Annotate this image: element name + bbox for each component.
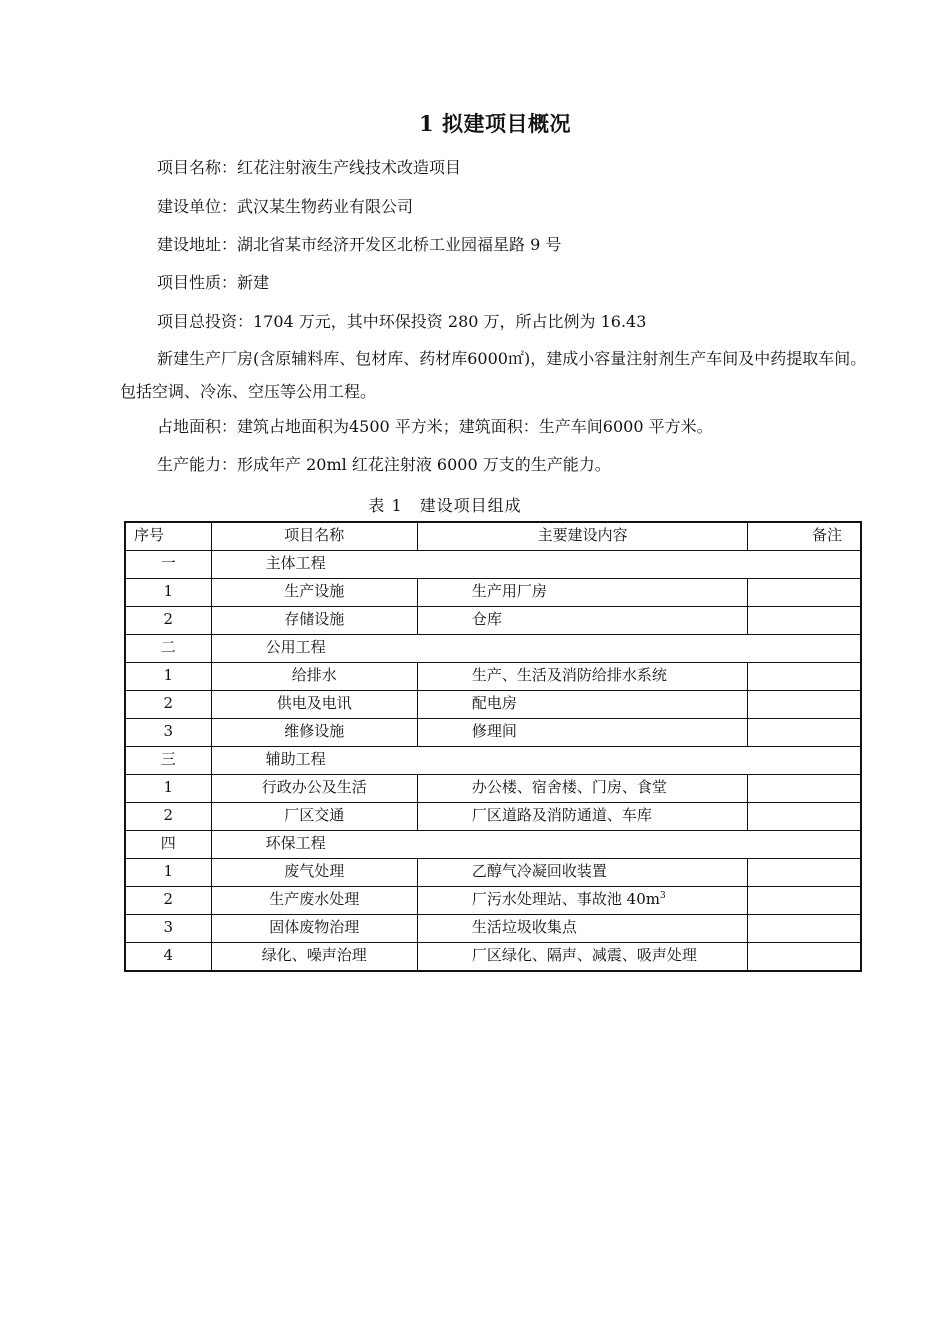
row-content	[417, 887, 747, 915]
table-row	[125, 607, 861, 635]
row-content: 配电房	[417, 691, 747, 719]
group-label: 主体工程	[211, 551, 861, 579]
group-number: 三	[125, 747, 211, 775]
table-row	[125, 887, 861, 915]
row-number: 3	[125, 915, 211, 943]
row-name: 供电及电讯	[211, 691, 417, 719]
row-note	[748, 915, 861, 943]
group-label: 辅助工程	[211, 747, 861, 775]
row-name: 生产设施	[211, 579, 417, 607]
table-group-row	[125, 747, 861, 775]
table-row	[125, 719, 861, 747]
row-name: 固体废物治理	[211, 915, 417, 943]
construction-address-line: 建设地址：湖北省某市经济开发区北桥工业园福星路 9 号	[157, 235, 562, 254]
table-row	[125, 663, 861, 691]
header-no: 序号	[125, 522, 211, 551]
row-content: 修理间	[417, 719, 747, 747]
row-note	[748, 719, 861, 747]
table-row	[125, 775, 861, 803]
row-name: 绿化、噪声治理	[211, 943, 417, 972]
table-group-row	[125, 551, 861, 579]
row-note	[748, 691, 861, 719]
row-note	[748, 579, 861, 607]
row-note	[748, 803, 861, 831]
row-number: 1	[125, 859, 211, 887]
table-row	[125, 579, 861, 607]
table-header-row	[125, 522, 861, 551]
total-investment-line: 项目总投资：1704 万元，其中环保投资 280 万，所占比例为 16.43	[157, 312, 647, 331]
row-number: 2	[125, 887, 211, 915]
group-number: 二	[125, 635, 211, 663]
table-row	[125, 915, 861, 943]
production-capacity-line: 生产能力：形成年产 20ml 红花注射液 6000 万支的生产能力。	[157, 455, 611, 474]
group-label: 公用工程	[211, 635, 861, 663]
row-content: 办公楼、宿舍楼、门房、食堂	[417, 775, 747, 803]
header-name: 项目名称	[211, 522, 417, 551]
row-content: 生活垃圾收集点	[417, 915, 747, 943]
page-title: 1 拟建项目概况	[419, 111, 571, 136]
row-number: 3	[125, 719, 211, 747]
row-name: 行政办公及生活	[211, 775, 417, 803]
row-name: 生产废水处理	[211, 887, 417, 915]
row-number: 2	[125, 607, 211, 635]
group-number: 四	[125, 831, 211, 859]
row-note	[748, 859, 861, 887]
row-note	[748, 663, 861, 691]
row-number: 1	[125, 663, 211, 691]
group-number: 一	[125, 551, 211, 579]
group-label: 环保工程	[211, 831, 861, 859]
table-row	[125, 691, 861, 719]
header-content: 主要建设内容	[417, 522, 747, 551]
table-group-row	[125, 831, 861, 859]
row-content: 乙醇气冷凝回收装置	[417, 859, 747, 887]
project-composition-table	[124, 521, 862, 972]
row-name: 维修设施	[211, 719, 417, 747]
row-name: 存储设施	[211, 607, 417, 635]
row-content: 仓库	[417, 607, 747, 635]
row-note	[748, 607, 861, 635]
header-note: 备注	[748, 522, 861, 551]
construction-content-paragraph: 新建生产厂房(含原辅料库、包材库、药材库6000㎡)，建成小容量注射剂生产车间及中药提取车间。包括空调、冷冻、空压等公用工程。	[120, 349, 867, 401]
row-number: 2	[125, 691, 211, 719]
table-group-row	[125, 635, 861, 663]
floor-area-line: 占地面积：建筑占地面积为4500 平方米；建筑面积：生产车间6000 平方米。	[157, 417, 713, 436]
row-note	[748, 887, 861, 915]
row-number: 1	[125, 775, 211, 803]
row-name: 给排水	[211, 663, 417, 691]
row-note	[748, 775, 861, 803]
row-number: 4	[125, 943, 211, 972]
row-content: 厂区道路及消防通道、车库	[417, 803, 747, 831]
construction-unit-line: 建设单位：武汉某生物药业有限公司	[157, 197, 414, 216]
row-number: 1	[125, 579, 211, 607]
row-content: 生产、生活及消防给排水系统	[417, 663, 747, 691]
project-name-line: 项目名称：红花注射液生产线技术改造项目	[157, 158, 462, 177]
table-caption: 表 1 建设项目组成	[368, 496, 522, 515]
row-number: 2	[125, 803, 211, 831]
table-row	[125, 943, 861, 972]
row-content-superscript: 3	[659, 891, 666, 901]
table-row	[125, 803, 861, 831]
row-name: 废气处理	[211, 859, 417, 887]
table-row	[125, 859, 861, 887]
project-nature-line: 项目性质：新建	[157, 273, 270, 292]
row-content: 厂区绿化、隔声、减震、吸声处理	[417, 943, 747, 972]
row-name: 厂区交通	[211, 803, 417, 831]
row-content-text: 厂污水处理站、事故池 40m	[471, 890, 660, 908]
row-content: 生产用厂房	[417, 579, 747, 607]
row-note	[748, 943, 861, 972]
